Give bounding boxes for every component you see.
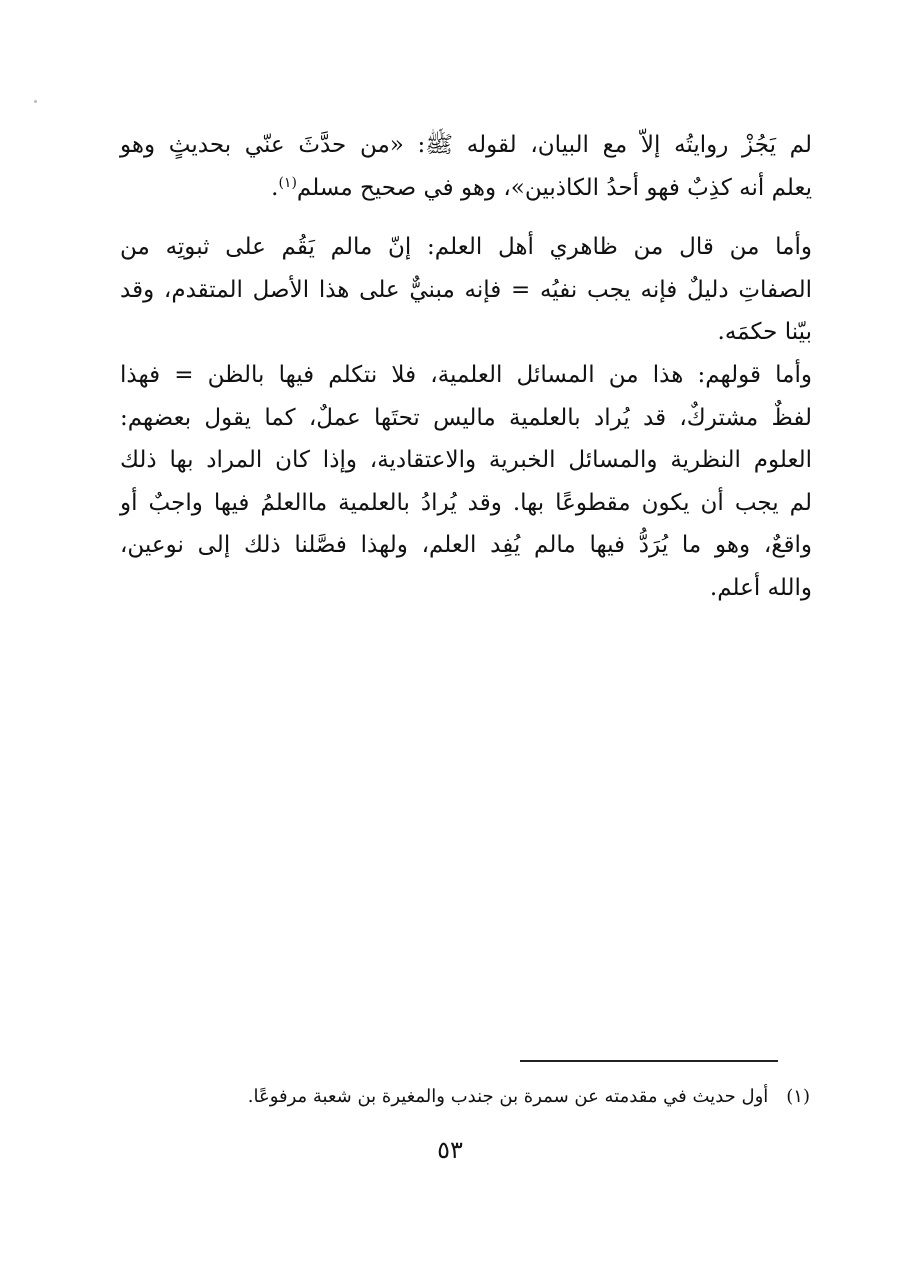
paragraph-line: والله أعلم. <box>709 574 812 601</box>
paragraph-line: لم يجب أن يكون مقطوعًا بها. وقد يُرادُ بالعلمية ماالعلمُ فيها واجبٌ أو <box>120 489 812 516</box>
footnote-divider <box>520 1060 778 1062</box>
paragraph-line: واقعٌ، وهو ما يُرَدُّ فيها مالم يُفِد العلم، ولهذا فصَّلنا ذلك إلى نوعين، <box>120 532 812 558</box>
page-number: ٥٣ <box>437 1136 463 1164</box>
paragraph-1 <box>120 124 812 209</box>
paragraph-line: لم يَجُزْ روايتُه إلاّ مع البيان، لقوله ﷺ: «من حدَّثَ عنّي بحديثٍ وهو <box>120 132 812 158</box>
footnote-text: أول حديث في مقدمته عن سمرة بن جندب والمغيرة بن شعبة مرفوعًا. <box>247 1086 769 1107</box>
paragraph-line-text: يعلم أنه كذِبٌ فهو أحدُ الكاذبين»، وهو في صحيح مسلم <box>296 174 812 201</box>
paragraph-line: العلوم النظرية والمسائل الخبرية والاعتقادية، وإذا كان المراد بها ذلك <box>120 447 812 473</box>
sentence-end-mark: . <box>271 174 279 201</box>
paragraph-line: وأما قولهم: هذا من المسائل العلمية، فلا نتكلم فيها بالظن = فهذا <box>120 362 812 388</box>
footnote <box>160 1083 810 1111</box>
paragraph-line <box>120 167 812 210</box>
paragraph-3 <box>120 354 812 609</box>
footnote-number: (١) <box>786 1086 810 1107</box>
paragraph-line: الصفاتِ دليلٌ فإنه يجب نفيُه = فإنه مبنيٌّ على هذا الأصل المتقدم، وقد <box>120 276 812 303</box>
paragraph-line: بيّنا حكمَه. <box>717 319 812 345</box>
paragraph-line: لفظٌ مشتركٌ، قد يُراد بالعلمية ماليس تحتَها عملٌ، كما يقول بعضهم: <box>120 404 812 431</box>
paragraph-line: وأما من قال من ظاهري أهل العلم: إنّ مالم يَقُم على ثبوتِه من <box>120 234 812 260</box>
footnote-reference: (١) <box>278 174 297 191</box>
paragraph-2 <box>120 226 812 354</box>
scan-speck <box>34 100 37 103</box>
